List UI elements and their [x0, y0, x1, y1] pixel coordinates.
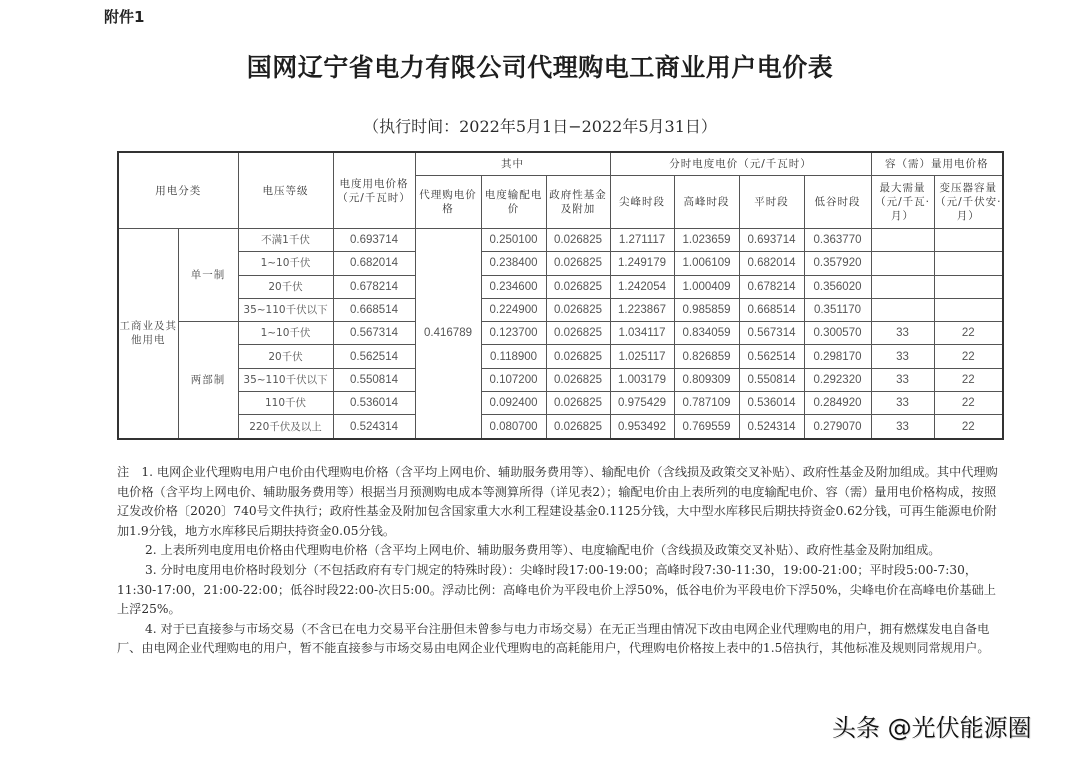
high-cell: 1.000409 [674, 275, 739, 298]
header-capacity: 容（需）量用电价格 [871, 152, 1003, 176]
watermark: 头条 @光伏能源圈 [832, 714, 1032, 742]
flat-cell: 0.693714 [739, 229, 804, 252]
sharp-cell: 0.975429 [610, 392, 674, 415]
document-title: 国网辽宁省电力有限公司代理购电工商业用户电价表 [246, 53, 834, 82]
valley-cell: 0.363770 [804, 229, 871, 252]
sharp-cell: 1.034117 [610, 322, 674, 345]
header-voltage: 电压等级 [238, 152, 333, 229]
energy-price-cell: 0.682014 [333, 252, 415, 275]
voltage-cell: 1~10千伏 [238, 252, 333, 275]
header-energy-price: 电度用电价格（元/千瓦时） [333, 152, 415, 229]
note-4: 4. 对于已直接参与市场交易（不含已在电力交易平台注册但未曾参与电力市场交易）在无正当理由情况下改由电网企业代理购电的用户，拥有燃煤发电自备电厂、由电网企业代理购电的用户，暂不能直接参与市场交易由电网企业代理购电的高耗能用户，代理购电价格按上表中的1.5倍执行，其他标准及规则同常规用户。 [117, 621, 990, 656]
flat-cell: 0.550814 [739, 368, 804, 391]
table-row [118, 345, 1003, 368]
valley-cell: 0.279070 [804, 415, 871, 439]
fund-cell: 0.026825 [546, 322, 610, 345]
table-row [118, 415, 1003, 439]
trans-cell: 0.250100 [481, 229, 546, 252]
header-max-demand: 最大需量（元/千瓦·月） [871, 176, 934, 229]
valley-cell: 0.351170 [804, 298, 871, 321]
energy-price-cell: 0.567314 [333, 322, 415, 345]
effective-period: （执行时间：2022年5月1日−2022年5月31日） [363, 117, 717, 136]
transformer-cell: 22 [934, 345, 1003, 368]
demand-cell: 33 [871, 368, 934, 391]
high-cell: 0.985859 [674, 298, 739, 321]
table-row [118, 368, 1003, 391]
trans-cell: 0.080700 [481, 415, 546, 439]
header-valley: 低谷时段 [804, 176, 871, 229]
demand-cell [871, 298, 934, 321]
table-row [118, 298, 1003, 321]
header-tou: 分时电度电价（元/千瓦时） [610, 152, 871, 176]
header-of-which: 其中 [415, 152, 610, 176]
table-row [118, 252, 1003, 275]
demand-cell [871, 275, 934, 298]
attachment-label: 附件1 [104, 8, 145, 26]
flat-cell: 0.567314 [739, 322, 804, 345]
demand-cell: 33 [871, 392, 934, 415]
note-2: 2. 上表所列电度用电价格由代理购电价格（含平均上网电价、辅助服务费用等）、电度输配电价（含线损及政策交叉补贴）、政府性基金及附加组成。 [145, 543, 941, 558]
voltage-cell: 不满1千伏 [238, 229, 333, 252]
fund-cell: 0.026825 [546, 368, 610, 391]
transformer-cell [934, 252, 1003, 275]
flat-cell: 0.668514 [739, 298, 804, 321]
transformer-cell: 22 [934, 368, 1003, 391]
transformer-cell [934, 275, 1003, 298]
header-category: 用电分类 [118, 152, 238, 229]
energy-price-cell: 0.562514 [333, 345, 415, 368]
sharp-cell: 0.953492 [610, 415, 674, 439]
sharp-cell: 1.025117 [610, 345, 674, 368]
energy-price-cell: 0.678214 [333, 275, 415, 298]
sharp-cell: 1.271117 [610, 229, 674, 252]
energy-price-cell: 0.668514 [333, 298, 415, 321]
valley-cell: 0.298170 [804, 345, 871, 368]
energy-price-cell: 0.524314 [333, 415, 415, 439]
voltage-cell: 35~110千伏以下 [238, 368, 333, 391]
trans-cell: 0.224900 [481, 298, 546, 321]
high-cell: 0.809309 [674, 368, 739, 391]
sharp-cell: 1.003179 [610, 368, 674, 391]
trans-cell: 0.092400 [481, 392, 546, 415]
valley-cell: 0.300570 [804, 322, 871, 345]
flat-cell: 0.678214 [739, 275, 804, 298]
voltage-cell: 35~110千伏以下 [238, 298, 333, 321]
demand-cell: 33 [871, 322, 934, 345]
voltage-cell: 20千伏 [238, 345, 333, 368]
demand-cell: 33 [871, 345, 934, 368]
header-peak-high: 高峰时段 [674, 176, 739, 229]
table-row [118, 392, 1003, 415]
header-transmission: 电度输配电价 [481, 176, 546, 229]
sharp-cell: 1.223867 [610, 298, 674, 321]
energy-price-cell: 0.550814 [333, 368, 415, 391]
note-3: 3. 分时电度用电价格时段划分（不包括政府有专门规定的特殊时段）：尖峰时段17:00-19:00；高峰时段7:30-11:30，19:00-21:00；平时段5:00-7:30，11:30-17:00，21:00-22:00；低谷时段22:00-次日5:00。浮动比例：高峰电价为平段电价上浮50%，低谷电价为平段电价下浮50%，尖峰电价在高峰电价基础上上浮25%。 [117, 562, 996, 617]
header-flat: 平时段 [739, 176, 804, 229]
transformer-cell [934, 229, 1003, 252]
header-peak-sharp: 尖峰时段 [610, 176, 674, 229]
table-row [118, 322, 1003, 345]
fund-cell: 0.026825 [546, 252, 610, 275]
billing-type-cell: 单一制 [178, 229, 238, 322]
voltage-cell: 20千伏 [238, 275, 333, 298]
high-cell: 1.006109 [674, 252, 739, 275]
flat-cell: 0.536014 [739, 392, 804, 415]
high-cell: 0.826859 [674, 345, 739, 368]
fund-cell: 0.026825 [546, 298, 610, 321]
notes-section [117, 463, 1007, 659]
billing-type-cell: 两部制 [178, 322, 238, 439]
trans-cell: 0.238400 [481, 252, 546, 275]
energy-price-cell: 0.693714 [333, 229, 415, 252]
note-1: 注 1. 电网企业代理购电用户电价由代理购电价格（含平均上网电价、辅助服务费用等）、输配电价（含线损及政策交叉补贴）、政府性基金及附加组成。其中代理购电价格（含平均上网电价、辅助服务费用等）根据当月预测购电成本等测算所得（详见表2）；输配电价由上表所列的电度输配电价、容（需）量用电价格构成，按照辽发改价格〔2020〕740号文件执行；政府性基金及附加包含国家重大水利工程建设基金0.1125分钱，大中型水库移民后期扶持资金0.62分钱，可再生能源电价附加1.9分钱，地方水库移民后期扶持资金0.05分钱。 [117, 465, 998, 538]
high-cell: 0.834059 [674, 322, 739, 345]
fund-cell: 0.026825 [546, 392, 610, 415]
agent-price-cell: 0.416789 [415, 229, 481, 439]
flat-cell: 0.524314 [739, 415, 804, 439]
valley-cell: 0.284920 [804, 392, 871, 415]
fund-cell: 0.026825 [546, 345, 610, 368]
valley-cell: 0.357920 [804, 252, 871, 275]
trans-cell: 0.234600 [481, 275, 546, 298]
energy-price-cell: 0.536014 [333, 392, 415, 415]
trans-cell: 0.118900 [481, 345, 546, 368]
header-gov-fund: 政府性基金及附加 [546, 176, 610, 229]
sharp-cell: 1.249179 [610, 252, 674, 275]
voltage-cell: 110千伏 [238, 392, 333, 415]
voltage-cell: 1~10千伏 [238, 322, 333, 345]
header-transformer: 变压器容量（元/千伏安·月） [934, 176, 1003, 229]
table-row [118, 275, 1003, 298]
header-agent-price: 代理购电价格 [415, 176, 481, 229]
demand-cell [871, 252, 934, 275]
high-cell: 0.769559 [674, 415, 739, 439]
fund-cell: 0.026825 [546, 275, 610, 298]
transformer-cell: 22 [934, 415, 1003, 439]
trans-cell: 0.123700 [481, 322, 546, 345]
fund-cell: 0.026825 [546, 229, 610, 252]
fund-cell: 0.026825 [546, 415, 610, 439]
flat-cell: 0.562514 [739, 345, 804, 368]
valley-cell: 0.356020 [804, 275, 871, 298]
transformer-cell: 22 [934, 392, 1003, 415]
table-row [118, 229, 1003, 252]
sharp-cell: 1.242054 [610, 275, 674, 298]
category-cell: 工商业及其他用电 [118, 229, 178, 439]
transformer-cell: 22 [934, 322, 1003, 345]
price-table [117, 151, 1004, 440]
trans-cell: 0.107200 [481, 368, 546, 391]
demand-cell: 33 [871, 415, 934, 439]
valley-cell: 0.292320 [804, 368, 871, 391]
high-cell: 1.023659 [674, 229, 739, 252]
high-cell: 0.787109 [674, 392, 739, 415]
voltage-cell: 220千伏及以上 [238, 415, 333, 439]
transformer-cell [934, 298, 1003, 321]
flat-cell: 0.682014 [739, 252, 804, 275]
demand-cell [871, 229, 934, 252]
